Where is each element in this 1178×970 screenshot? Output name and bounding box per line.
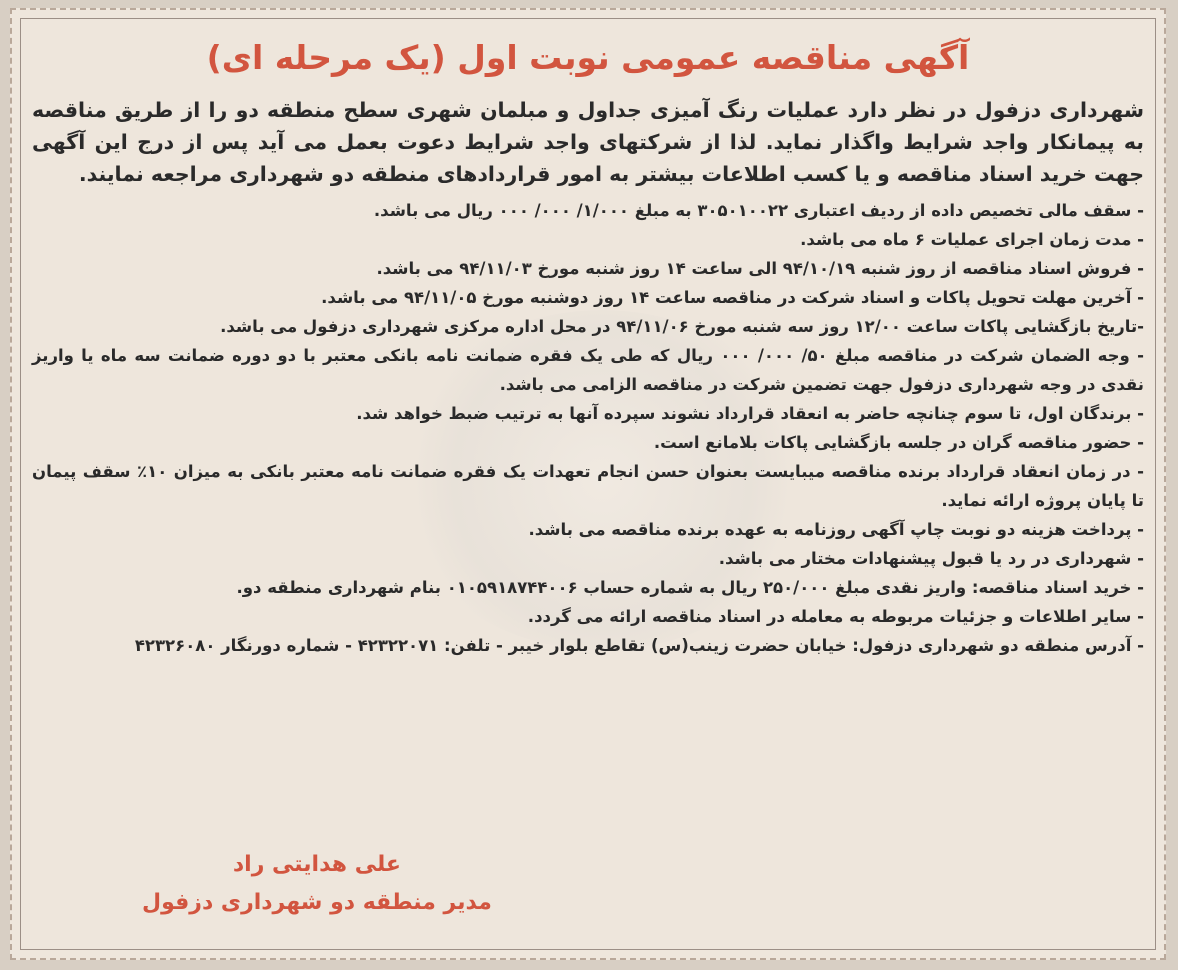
newspaper-clipping	[10, 8, 1166, 960]
signature-block	[142, 846, 492, 922]
item-bid-bond: - وجه الضمان شرکت در مناقصه مبلغ ۵۰/ ۰۰۰/ ۰۰۰ ریال که طی یک فقره ضمانت نامه بانکی معتبر با دو دوره ضمانت سه ماه یا واریز نقدی در وجه شهرداری دزفول جهت تضمین شرکت در مناقصه الزامی می باشد.	[32, 346, 1144, 394]
item-submission-deadline: - آخرین مهلت تحویل پاکات و اسناد شرکت در مناقصه ساعت ۱۴ روز دوشنبه مورخ ۹۴/۱۱/۰۵ می باشد.	[321, 288, 1144, 307]
item-document-sale: - فروش اسناد مناقصه از روز شنبه ۹۴/۱۰/۱۹ الی ساعت ۱۴ روز شنبه مورخ ۹۴/۱۱/۰۳ می باشد.	[376, 259, 1144, 278]
notice-content	[32, 30, 1144, 938]
signature-name: علی هدایتی راد	[232, 852, 401, 877]
item-winners: - برندگان اول، تا سوم چنانچه حاضر به انعقاد قرارداد نشوند سپرده آنها به ترتیب ضبط خواهد شد.	[356, 404, 1144, 423]
notice-intro: شهرداری دزفول در نظر دارد عملیات رنگ آمیزی جداول و مبلمان شهری سطح منطقه دو را از طریق مناقصه به پیمانکار واجد شرایط واگذار نماید. لذا از شرکتهای واجد شرایط دعوت بعمل می آید پس از درج این آگهی جهت خرید اسناد مناقصه و یا کسب اطلاعات بیشتر به امور قراردادهای منطقه دو شهرداری مراجعه نمایند.	[32, 98, 1144, 186]
item-other-info: - سایر اطلاعات و جزئیات مربوطه به معامله در اسناد مناقصه ارائه می گردد.	[527, 607, 1144, 626]
item-budget: - سقف مالی تخصیص داده از ردیف اعتباری ۳۰۵۰۱۰۰۲۲ به مبلغ ۱/۰۰۰/ ۰۰۰/ ۰۰۰ ریال می باشد.	[373, 201, 1144, 220]
item-performance-bond: - در زمان انعقاد قرارداد برنده مناقصه میبایست بعنوان حسن انجام تعهدات یک فقره ضمانت نامه معتبر بانکی به میزان ۱۰٪ سقف پیمان تا پایان پروژه ارائه نماید.	[32, 462, 1144, 510]
signature-title: مدیر منطقه دو شهرداری دزفول	[142, 890, 492, 915]
item-document-purchase: - خرید اسناد مناقصه: واریز نقدی مبلغ ۲۵۰/۰۰۰ ریال به شماره حساب ۰۱۰۵۹۱۸۷۴۴۰۰۶ بنام شهرداری منطقه دو.	[236, 578, 1144, 597]
item-attendance: - حضور مناقصه گران در جلسه بازگشایی پاکات بلامانع است.	[653, 433, 1144, 452]
item-opening-date: -تاریخ بازگشایی پاکات ساعت ۱۲/۰۰ روز سه شنبه مورخ ۹۴/۱۱/۰۶ در محل اداره مرکزی شهرداری دزفول می باشد.	[220, 317, 1144, 336]
item-address: - آدرس منطقه دو شهرداری دزفول: خیابان حضرت زینب(س) تقاطع بلوار خیبر - تلفن: ۴۲۳۲۲۰۷۱ - شماره دورنگار ۴۲۳۲۶۰۸۰	[134, 636, 1144, 655]
item-rights: - شهرداری در رد یا قبول پیشنهادات مختار می باشد.	[718, 549, 1144, 568]
item-ad-cost: - پرداخت هزینه دو نوبت چاپ آگهی روزنامه به عهده برنده مناقصه می باشد.	[528, 520, 1144, 539]
item-duration: - مدت زمان اجرای عملیات ۶ ماه می باشد.	[800, 230, 1144, 249]
notice-title: آگهی مناقصه عمومی نوبت اول (یک مرحله ای)	[206, 38, 970, 77]
notice-items	[32, 196, 1144, 660]
